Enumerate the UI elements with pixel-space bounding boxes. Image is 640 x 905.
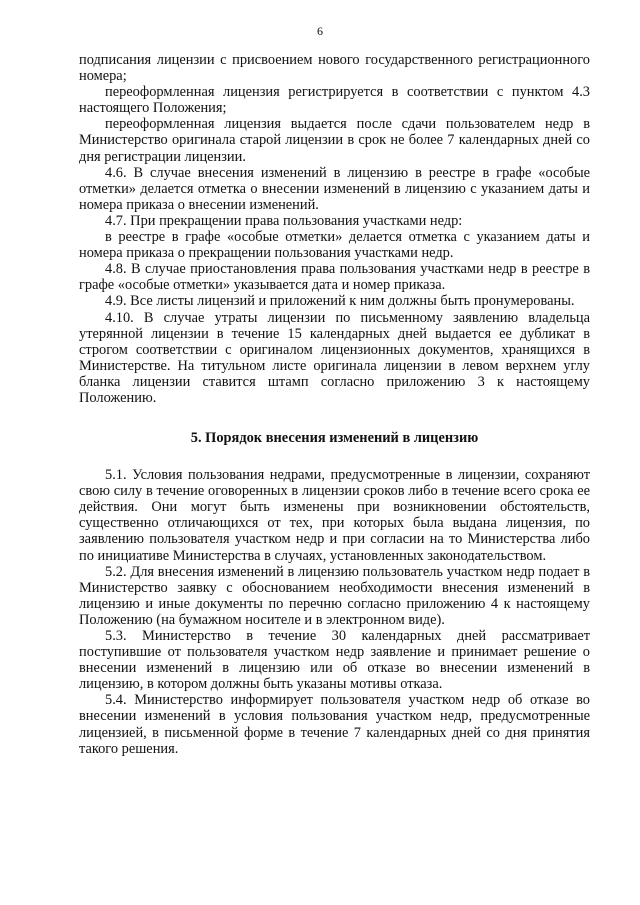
page-number: 6 xyxy=(317,24,323,38)
section-heading: 5. Порядок внесения изменений в лицензию xyxy=(190,430,479,447)
paragraph: 4.8. В случае приостановления права пользования участками недр в реестре в графе «особые отметки» указывается дата и номер приказа. xyxy=(79,261,590,294)
paragraphs-top xyxy=(79,52,590,406)
paragraphs-bottom xyxy=(79,467,590,757)
paragraph: 4.7. При прекращении права пользования участками недр: xyxy=(105,212,463,229)
paragraph: 5.2. Для внесения изменений в лицензию пользователь участком недр подает в Министерство заявку с обоснованием необходимости внесения изменений в лицензию и иные документы по перечню согласно приложению 4 к настоящему Положению (на бумажном носителе и в электронном виде). xyxy=(79,563,590,628)
paragraph: 4.9. Все листы лицензий и приложений к ним должны быть пронумерованы. xyxy=(105,293,575,310)
paragraph: переоформленная лицензия выдается после сдачи пользователем недр в Министерство оригинала старой лицензии в срок не более 7 календарных дней со дня регистрации лицензии. xyxy=(79,116,590,165)
paragraph: 4.6. В случае внесения изменений в лицензию в реестре в графе «особые отметки» делается отметка о внесении изменений в лицензию с указанием даты и номера приказа о внесении изменений. xyxy=(79,164,590,213)
paragraph: 5.3. Министерство в течение 30 календарных дней рассматривает поступившие от пользователя участком недр заявление и принимает решение о внесении изменений в лицензию или об отказе во внесении изменений в лицензию, в котором должны быть указаны мотивы отказа. xyxy=(79,628,590,693)
paragraph: в реестре в графе «особые отметки» делается отметка с указанием даты и номера приказа о прекращении пользования участками недр. xyxy=(79,229,590,262)
paragraph: 5.4. Министерство информирует пользователя участком недр об отказе во внесении изменений в условия пользования участком недр, предусмотренные лицензией, в письменной форме в течение 7 календарных дней со дня принятия такого решения. xyxy=(79,692,590,757)
paragraph: переоформленная лицензия регистрируется в соответствии с пунктом 4.3 настоящего Положения; xyxy=(79,84,590,117)
paragraph: 5.1. Условия пользования недрами, предусмотренные в лицензии, сохраняют свою силу в течение оговоренных в лицензии сроков либо в течение всего срока ее действия. Они могут быть изменены при возникновении обстоятельств, существенно отличающихся от тех, при которых была выдана лицензия, по заявлению пользователя участком недр и при согласии на то Министерства либо по инициативе Министерства в случаях, установленных законодательством. xyxy=(79,467,590,564)
paragraph: подписания лицензии с присвоением нового государственного регистрационного номера; xyxy=(79,52,590,85)
paragraph: 4.10. В случае утраты лицензии по письменному заявлению владельца утерянной лицензии в течение 15 календарных дней выдается ее дубликат в строгом соответствии с оригиналом лицензионных документов, хранящихся в Министерстве. На титульном листе оригинала лицензии в левом верхнем углу бланка лицензии ставится штамп согласно приложению 3 к настоящему Положению. xyxy=(79,309,590,406)
